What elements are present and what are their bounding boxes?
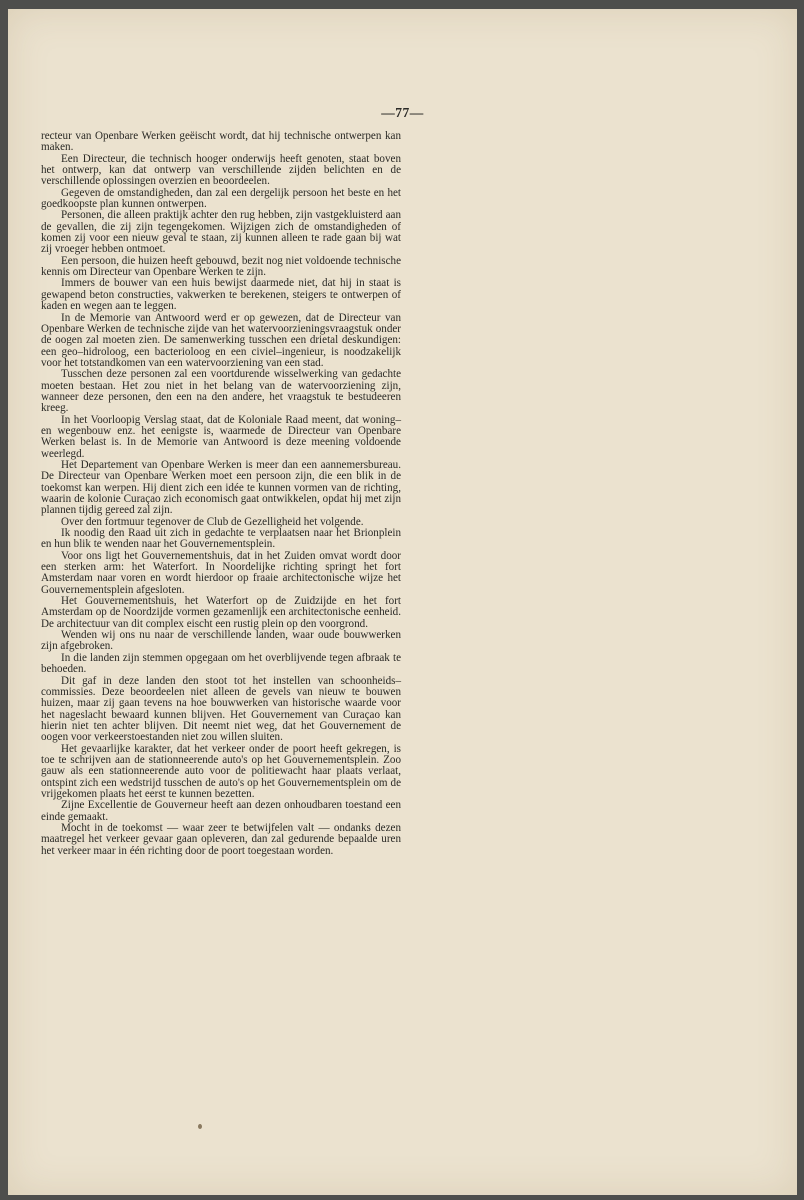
paragraph: Mocht in de toekomst — waar zeer te betwijfelen valt — ondanks dezen maatregel het verkeer gevaar gaan opleveren, dan zal gedurende bepaalde uren het verkeer maar in één richting door de poort toegestaan worden. <box>41 821 401 857</box>
paragraph: Het Gouvernementshuis, het Waterfort op de Zuidzijde en het fort Amsterdam op de Noordzijde vormen gezamenlijk een architectonische eenheid. De architectuur van dit complex eischt een rustig plein op den voorgrond. <box>41 595 401 630</box>
paragraph: Tusschen deze personen zal een voortdurende wisselwerking van gedachte moeten bestaan. Het zou niet in het belang van de watervoorziening zijn, wanneer deze personen, den een na den andere, het vraagstuk te bestudeeren kreeg. <box>41 368 401 415</box>
paragraph: Een Directeur, die technisch hooger onderwijs heeft genoten, staat boven het ontwerp, kan dat ontwerp van verschillende zijden belichten en de verschillende oplossingen overzien en beoordeelen. <box>41 152 401 188</box>
paragraph: Dit gaf in deze landen den stoot tot het instellen van schoonheids–commissies. Deze beoordeelen niet alleen de gevels van nieuw te bouwen huizen, maar zij gaan tevens na hoe bouwwerken van historische waarde voor het nageslacht bewaard kunnen blijven. Het Gouvernement van Curaçao kan hierin niet ten achter blijven. Dit neemt niet weg, dat het Gouvernement de oogen voor verkeerstoestanden niet zou willen sluiten. <box>41 674 401 744</box>
paragraph: Gegeven de omstandigheden, dan zal een dergelijk persoon het beste en het goedkoopste plan kunnen ontwerpen. <box>41 186 401 211</box>
paragraph: In het Voorloopig Verslag staat, dat de Koloniale Raad meent, dat woning– en wegenbouw enz. het eenigste is, waarmede de Directeur van Openbare Werken belast is. In de Memorie van Antwoord is deze meening voldoende weerlegd. <box>41 413 401 460</box>
paragraph: Het gevaarlijke karakter, dat het verkeer onder de poort heeft gekregen, is toe te schrijven aan de stationneerende auto's op het Gouvernementsplein. Zoo gauw als een stationneerende auto voor de politiewacht haar plaats verlaat, ontspint zich een wedstrijd tusschen de auto's op het Gouvernementsplein om de vrijgekomen plaats het eerst te kunnen bezetten. <box>41 742 401 800</box>
paragraph: Ik noodig den Raad uit zich in gedachte te verplaatsen naar het Brionplein en hun blik te wenden naar het Gouvernementsplein. <box>41 527 401 551</box>
paragraph: Over den fortmuur tegenover de Club de Gezelligheid het volgende. <box>61 515 364 528</box>
page-number: —77— <box>381 105 424 120</box>
paragraph: Wenden wij ons nu naar de verschillende landen, waar oude bouwwerken zijn afgebroken. <box>41 629 401 653</box>
paragraph: Zijne Excellentie de Gouverneur heeft aan dezen onhoudbaren toestand een einde gemaakt. <box>41 799 401 823</box>
text-column <box>41 131 401 857</box>
document-page <box>8 9 797 1195</box>
paragraph: Voor ons ligt het Gouvernementshuis, dat in het Zuiden omvat wordt door een sterken arm: het Waterfort. In Noordelijke richting springt het fort Amsterdam naar voren en wordt hierdoor op fraaie architectonische wijze het Gouvernementsplein afgesloten. <box>41 549 401 596</box>
paper-speck <box>198 1124 202 1129</box>
paragraph: recteur van Openbare Werken geëischt wordt, dat hij technische ontwerpen kan maken. <box>41 130 401 154</box>
paragraph: In de Memorie van Antwoord werd er op gewezen, dat de Directeur van Openbare Werken de technische zijde van het watervoorzieningsvraagstuk onder de oogen zal moeten zien. De samenwerking tusschen een drietal deskundigen: een geo–hidroloog, een bacterioloog en een civiel–ingenieur, is noodzakelijk voor het totstandkomen van een watervoorziening van een stad. <box>41 311 401 369</box>
paragraph: In die landen zijn stemmen opgegaan om het overblijvende tegen afbraak te behoeden. <box>41 651 401 676</box>
paragraph: Immers de bouwer van een huis bewijst daarmede niet, dat hij in staat is gewapend beton constructies, vakwerken te berekenen, steigers te ontwerpen of kaden en wegen aan te leggen. <box>41 277 401 313</box>
paragraph: Personen, die alleen praktijk achter den rug hebben, zijn vastgekluisterd aan de gevallen, die zij zijn tegengekomen. Wijzigen zich de omstandigheden of komen zij voor een nieuw geval te staan, zij kunnen alleen te rade gaan bij wat zij vroeger hebben ontmoet. <box>41 209 401 256</box>
paragraph: Een persoon, die huizen heeft gebouwd, bezit nog niet voldoende technische kennis om Directeur van Openbare Werken te zijn. <box>41 254 401 279</box>
paragraph: Het Departement van Openbare Werken is meer dan een aannemersbureau. De Directeur van Openbare Werken moet een persoon zijn, die een blik in de toekomst kan werpen. Hij dient zich een idée te kunnen vormen van de richting, waarin de kolonie Curaçao zich economisch gaat ontwikkelen, opdat hij met zijn plannen tijdig gereed zal zijn. <box>41 458 401 517</box>
